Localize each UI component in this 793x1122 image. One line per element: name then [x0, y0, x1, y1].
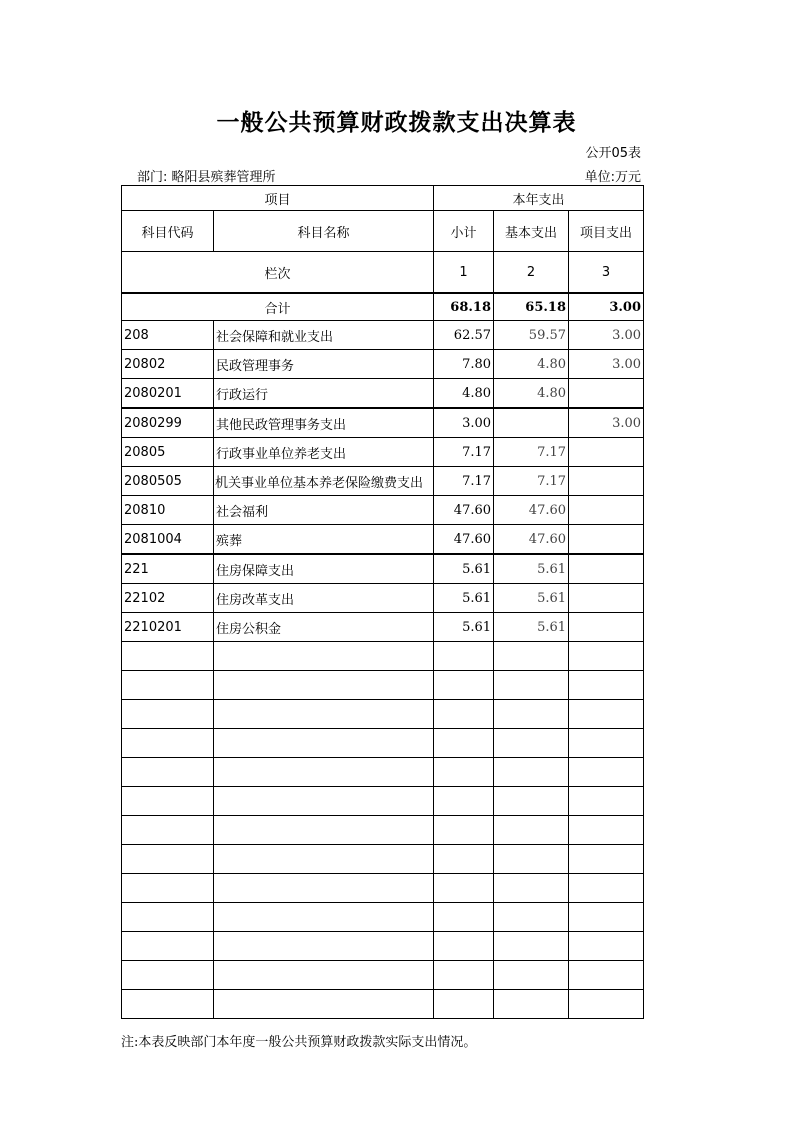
empty-cell	[214, 758, 434, 787]
row-subtotal: 47.60	[434, 496, 494, 525]
row-code: 22102	[122, 584, 214, 613]
empty-cell	[494, 787, 569, 816]
empty-cell	[494, 932, 569, 961]
empty-cell	[494, 990, 569, 1019]
empty-cell	[122, 787, 214, 816]
empty-cell	[122, 961, 214, 990]
row-code: 2210201	[122, 613, 214, 642]
column-number-row	[122, 252, 644, 294]
empty-cell	[214, 961, 434, 990]
empty-row	[122, 729, 644, 758]
row-name: 机关事业单位基本养老保险缴费支出	[214, 467, 434, 496]
row-name: 住房公积金	[214, 613, 434, 642]
row-project	[569, 613, 644, 642]
empty-cell	[214, 671, 434, 700]
empty-row	[122, 758, 644, 787]
row-project	[569, 467, 644, 496]
empty-cell	[122, 816, 214, 845]
empty-row	[122, 845, 644, 874]
empty-row	[122, 700, 644, 729]
empty-row	[122, 874, 644, 903]
empty-row	[122, 671, 644, 700]
empty-cell	[434, 700, 494, 729]
empty-cell	[434, 990, 494, 1019]
form-number: 公开05表	[585, 146, 641, 161]
header-code: 科目代码	[122, 211, 214, 252]
empty-cell	[569, 961, 644, 990]
row-code: 221	[122, 554, 214, 584]
row-project	[569, 379, 644, 409]
empty-cell	[569, 845, 644, 874]
empty-cell	[494, 671, 569, 700]
total-project: 3.00	[569, 293, 644, 321]
row-code: 2080201	[122, 379, 214, 409]
row-basic: 5.61	[494, 554, 569, 584]
row-project	[569, 525, 644, 555]
empty-cell	[122, 874, 214, 903]
row-basic: 4.80	[494, 350, 569, 379]
empty-cell	[569, 729, 644, 758]
empty-cell	[214, 845, 434, 874]
col-label: 栏次	[122, 252, 434, 294]
empty-cell	[434, 874, 494, 903]
col-number-3: 3	[569, 252, 644, 294]
empty-cell	[122, 845, 214, 874]
header-item: 项目	[122, 186, 434, 211]
row-subtotal: 5.61	[434, 584, 494, 613]
empty-cell	[569, 758, 644, 787]
row-name: 行政运行	[214, 379, 434, 409]
empty-cell	[434, 642, 494, 671]
row-basic: 59.57	[494, 321, 569, 350]
empty-row	[122, 932, 644, 961]
empty-cell	[122, 903, 214, 932]
row-project: 3.00	[569, 350, 644, 379]
col-number-1: 1	[434, 252, 494, 294]
empty-cell	[122, 758, 214, 787]
empty-cell	[214, 874, 434, 903]
row-code: 20802	[122, 350, 214, 379]
row-subtotal: 5.61	[434, 554, 494, 584]
empty-cell	[569, 671, 644, 700]
department-label: 部门: 略阳县殡葬管理所	[137, 170, 276, 185]
row-subtotal: 4.80	[434, 379, 494, 409]
empty-cell	[122, 932, 214, 961]
table-row	[122, 350, 644, 379]
empty-row	[122, 903, 644, 932]
empty-row	[122, 961, 644, 990]
row-code: 20810	[122, 496, 214, 525]
row-basic: 47.60	[494, 496, 569, 525]
header-row-1	[122, 186, 644, 211]
row-project	[569, 584, 644, 613]
row-basic	[494, 408, 569, 438]
page-title: 一般公共预算财政拨款支出决算表	[216, 110, 577, 136]
empty-cell	[494, 700, 569, 729]
empty-row	[122, 787, 644, 816]
empty-cell	[214, 932, 434, 961]
row-code: 2081004	[122, 525, 214, 555]
row-project	[569, 554, 644, 584]
row-basic: 7.17	[494, 467, 569, 496]
row-project	[569, 496, 644, 525]
empty-cell	[569, 903, 644, 932]
empty-cell	[434, 961, 494, 990]
empty-cell	[494, 642, 569, 671]
total-basic: 65.18	[494, 293, 569, 321]
empty-cell	[434, 758, 494, 787]
empty-cell	[494, 874, 569, 903]
empty-cell	[569, 990, 644, 1019]
empty-cell	[569, 932, 644, 961]
footnote: 注:本表反映部门本年度一般公共预算财政拨款实际支出情况。	[121, 1035, 477, 1050]
table-row	[122, 438, 644, 467]
row-basic: 5.61	[494, 584, 569, 613]
empty-cell	[214, 729, 434, 758]
empty-cell	[434, 787, 494, 816]
header-subtotal: 小计	[434, 211, 494, 252]
header-basic: 基本支出	[494, 211, 569, 252]
table-row	[122, 379, 644, 409]
total-subtotal: 68.18	[434, 293, 494, 321]
row-name: 民政管理事务	[214, 350, 434, 379]
empty-row	[122, 816, 644, 845]
empty-cell	[122, 990, 214, 1019]
empty-cell	[214, 787, 434, 816]
table-row	[122, 584, 644, 613]
row-code: 2080505	[122, 467, 214, 496]
total-label: 合计	[122, 293, 434, 321]
empty-row	[122, 642, 644, 671]
empty-cell	[569, 642, 644, 671]
table-row	[122, 467, 644, 496]
empty-row	[122, 990, 644, 1019]
row-name: 殡葬	[214, 525, 434, 555]
row-name: 其他民政管理事务支出	[214, 408, 434, 438]
row-name: 社会福利	[214, 496, 434, 525]
table-row	[122, 496, 644, 525]
empty-cell	[494, 758, 569, 787]
empty-cell	[569, 816, 644, 845]
empty-cell	[214, 903, 434, 932]
empty-cell	[569, 874, 644, 903]
table-row	[122, 525, 644, 555]
table-row	[122, 613, 644, 642]
row-subtotal: 7.17	[434, 467, 494, 496]
row-code: 2080299	[122, 408, 214, 438]
empty-cell	[494, 729, 569, 758]
table-row	[122, 408, 644, 438]
empty-cell	[494, 961, 569, 990]
row-code: 20805	[122, 438, 214, 467]
row-project	[569, 438, 644, 467]
empty-cell	[122, 671, 214, 700]
row-name: 住房保障支出	[214, 554, 434, 584]
row-basic: 5.61	[494, 613, 569, 642]
row-subtotal: 47.60	[434, 525, 494, 555]
empty-cell	[569, 700, 644, 729]
header-name: 科目名称	[214, 211, 434, 252]
total-row	[122, 293, 644, 321]
empty-cell	[569, 787, 644, 816]
empty-cell	[434, 845, 494, 874]
row-code: 208	[122, 321, 214, 350]
row-subtotal: 3.00	[434, 408, 494, 438]
row-project: 3.00	[569, 408, 644, 438]
expenditure-table	[121, 185, 644, 1019]
empty-cell	[434, 932, 494, 961]
empty-cell	[122, 642, 214, 671]
row-basic: 47.60	[494, 525, 569, 555]
empty-cell	[494, 845, 569, 874]
header-row-2	[122, 211, 644, 252]
row-subtotal: 7.17	[434, 438, 494, 467]
table-row	[122, 554, 644, 584]
empty-cell	[214, 700, 434, 729]
empty-cell	[214, 990, 434, 1019]
empty-cell	[434, 671, 494, 700]
row-subtotal: 7.80	[434, 350, 494, 379]
row-subtotal: 5.61	[434, 613, 494, 642]
row-name: 行政事业单位养老支出	[214, 438, 434, 467]
empty-cell	[214, 642, 434, 671]
empty-cell	[214, 816, 434, 845]
empty-cell	[122, 700, 214, 729]
empty-cell	[494, 816, 569, 845]
row-name: 社会保障和就业支出	[214, 321, 434, 350]
row-basic: 7.17	[494, 438, 569, 467]
empty-cell	[434, 816, 494, 845]
row-name: 住房改革支出	[214, 584, 434, 613]
col-number-2: 2	[494, 252, 569, 294]
empty-cell	[434, 903, 494, 932]
header-project: 项目支出	[569, 211, 644, 252]
row-project: 3.00	[569, 321, 644, 350]
row-subtotal: 62.57	[434, 321, 494, 350]
unit-label: 单位:万元	[584, 170, 641, 185]
row-basic: 4.80	[494, 379, 569, 409]
header-current-year: 本年支出	[434, 186, 644, 211]
empty-cell	[434, 729, 494, 758]
empty-cell	[122, 729, 214, 758]
table-row	[122, 321, 644, 350]
empty-cell	[494, 903, 569, 932]
